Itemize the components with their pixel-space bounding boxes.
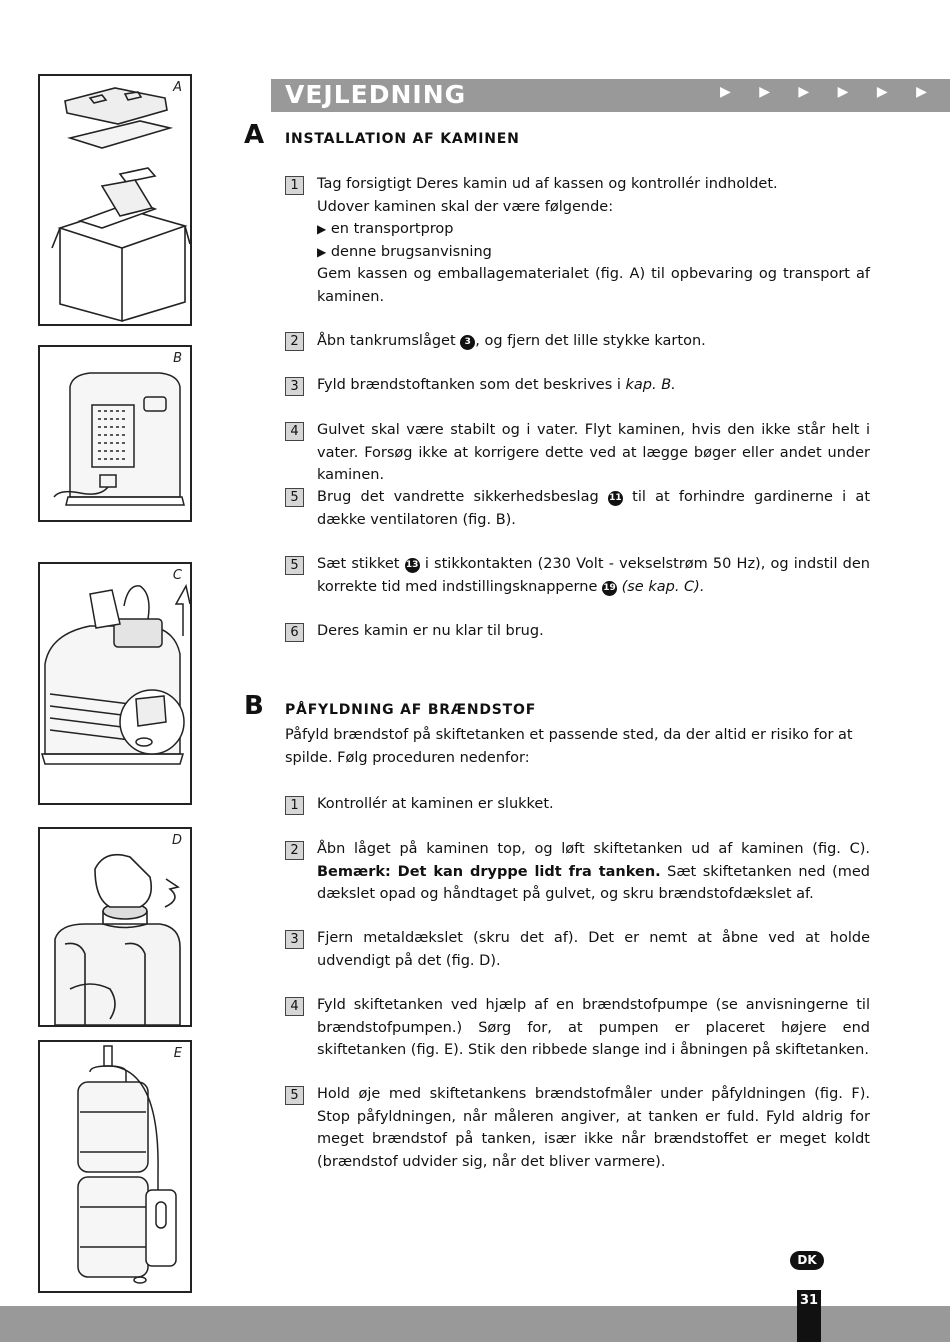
step-number: 3 <box>285 930 304 949</box>
triangle-bullet-icon: ▶ <box>317 222 327 236</box>
section-b-step-4: Fyld skiftetanken ved hjælp af en brændstofpumpe (se anvisningerne til brændstofpumpen.) Sørg for, at pumpen er placeret højere end skiftetanken (fig. E). Stik den ribbede slange ind i åbningen på skiftetanken. <box>317 997 870 1058</box>
reference-number-icon: 13 <box>405 558 420 573</box>
cap-unscrew-icon <box>40 829 190 1025</box>
page-title: VEJLEDNING <box>285 80 467 109</box>
step-line: Tag forsigtigt Deres kamin ud af kassen og kontrollér indholdet. <box>317 176 778 192</box>
step-number: 5 <box>285 556 304 575</box>
section-a-step-3: Fyld brændstoftanken som det beskrives i kap. B. <box>317 377 676 393</box>
step-number: 4 <box>285 422 304 441</box>
step-number: 2 <box>285 841 304 860</box>
section-a-step-5: Brug det vandrette sikkerhedsbeslag 11 til at forhindre gardinerne i at dække ventilatoren (fig. B). <box>317 489 871 528</box>
figure-b-letter: B <box>173 351 182 366</box>
figure-a <box>38 74 192 326</box>
step-line: Gem kassen og emballagematerialet (fig. A) til opbevaring og transport af kaminen. <box>317 266 870 305</box>
reference-number-icon: 11 <box>608 491 623 506</box>
step-number: 2 <box>285 332 304 351</box>
section-b-intro: Påfyld brændstof på skiftetanken et passende sted, da der altid er risiko for at spilde. Følg proceduren nedenfor: <box>285 727 853 766</box>
bullet-item: ▶ denne brugsanvisning <box>317 243 492 260</box>
section-a-letter: A <box>244 120 265 150</box>
step-number: 5 <box>285 1086 304 1105</box>
section-b-step-5: Hold øje med skiftetankens brændstofmåler under påfyldningen (fig. F). Stop påfyldningen, når måleren angiver, at tanken er fuld. Fyld aldrig for meget brændstof på tanken, især ikke når brændstoffet er meget koldt (brændstof udvider sig, når det bliver varmere). <box>317 1086 870 1170</box>
header-arrows: ▶ ▶ ▶ ▶ ▶ ▶ <box>720 84 939 100</box>
figure-d-letter: D <box>171 833 182 848</box>
figure-b <box>38 345 192 522</box>
figure-e <box>38 1040 192 1293</box>
section-b-step-3: Fjern metaldækslet (skru det af). Det er nemt at åbne ved at holde udvendigt på det (fig. D). <box>317 930 870 969</box>
step-number: 3 <box>285 377 304 396</box>
figure-e-letter: E <box>173 1046 182 1061</box>
fuel-pump-icon <box>40 1042 190 1291</box>
section-b-title: PÅFYLDNING AF BRÆNDSTOF <box>285 702 537 718</box>
step-number: 1 <box>285 176 304 195</box>
figure-c <box>38 562 192 805</box>
language-badge: DK <box>790 1251 824 1270</box>
section-a-step-5b: Sæt stikket 13 i stikkontakten (230 Volt - vekselstrøm 50 Hz), og indstil den korrekte tid med indstillingsknapperne 19 (se kap. C). <box>317 556 870 595</box>
section-a-step-6: Deres kamin er nu klar til brug. <box>317 623 544 639</box>
section-b-letter: B <box>244 691 264 721</box>
section-a-step-4: Gulvet skal være stabilt og i vater. Flyt kaminen, hvis den ikke står helt i vater. Forsøg ikke at korrigere dette ved at lægge bøger eller andet under kaminen. <box>317 422 870 483</box>
figure-c-letter: C <box>172 568 182 583</box>
bullet-item: ▶ en transportprop <box>317 221 454 237</box>
step-number: 4 <box>285 997 304 1016</box>
page-number: 31 <box>797 1290 821 1342</box>
reference-number-icon: 3 <box>460 335 475 350</box>
section-b-step-2: Åbn låget på kaminen top, og løft skiftetanken ud af kaminen (fig. C). Bemærk: Det kan dryppe lidt fra tanken. Sæt skiftetanken ned (med dækslet opad og håndtaget på gulvet, og skru brændstofdækslet af. <box>317 841 870 902</box>
section-a-step-2: Åbn tankrumslåget 3 , og fjern det lille stykke karton. <box>317 333 706 349</box>
step-number: 6 <box>285 623 304 642</box>
step-number: 1 <box>285 796 304 815</box>
section-a-step-1 <box>317 173 870 308</box>
heater-rear-icon <box>40 347 190 520</box>
step-line: Udover kaminen skal der være følgende: <box>317 198 614 215</box>
triangle-bullet-icon: ▶ <box>317 244 327 259</box>
step-number: 5 <box>285 488 304 507</box>
figure-a-letter: A <box>173 80 182 95</box>
tank-lift-icon <box>40 564 190 803</box>
figure-d <box>38 827 192 1027</box>
section-b-step-1: Kontrollér at kaminen er slukket. <box>317 796 554 812</box>
section-a-title: INSTALLATION AF KAMINEN <box>285 131 520 147</box>
reference-number-icon: 19 <box>602 581 617 596</box>
box-unpacking-icon <box>40 76 190 324</box>
